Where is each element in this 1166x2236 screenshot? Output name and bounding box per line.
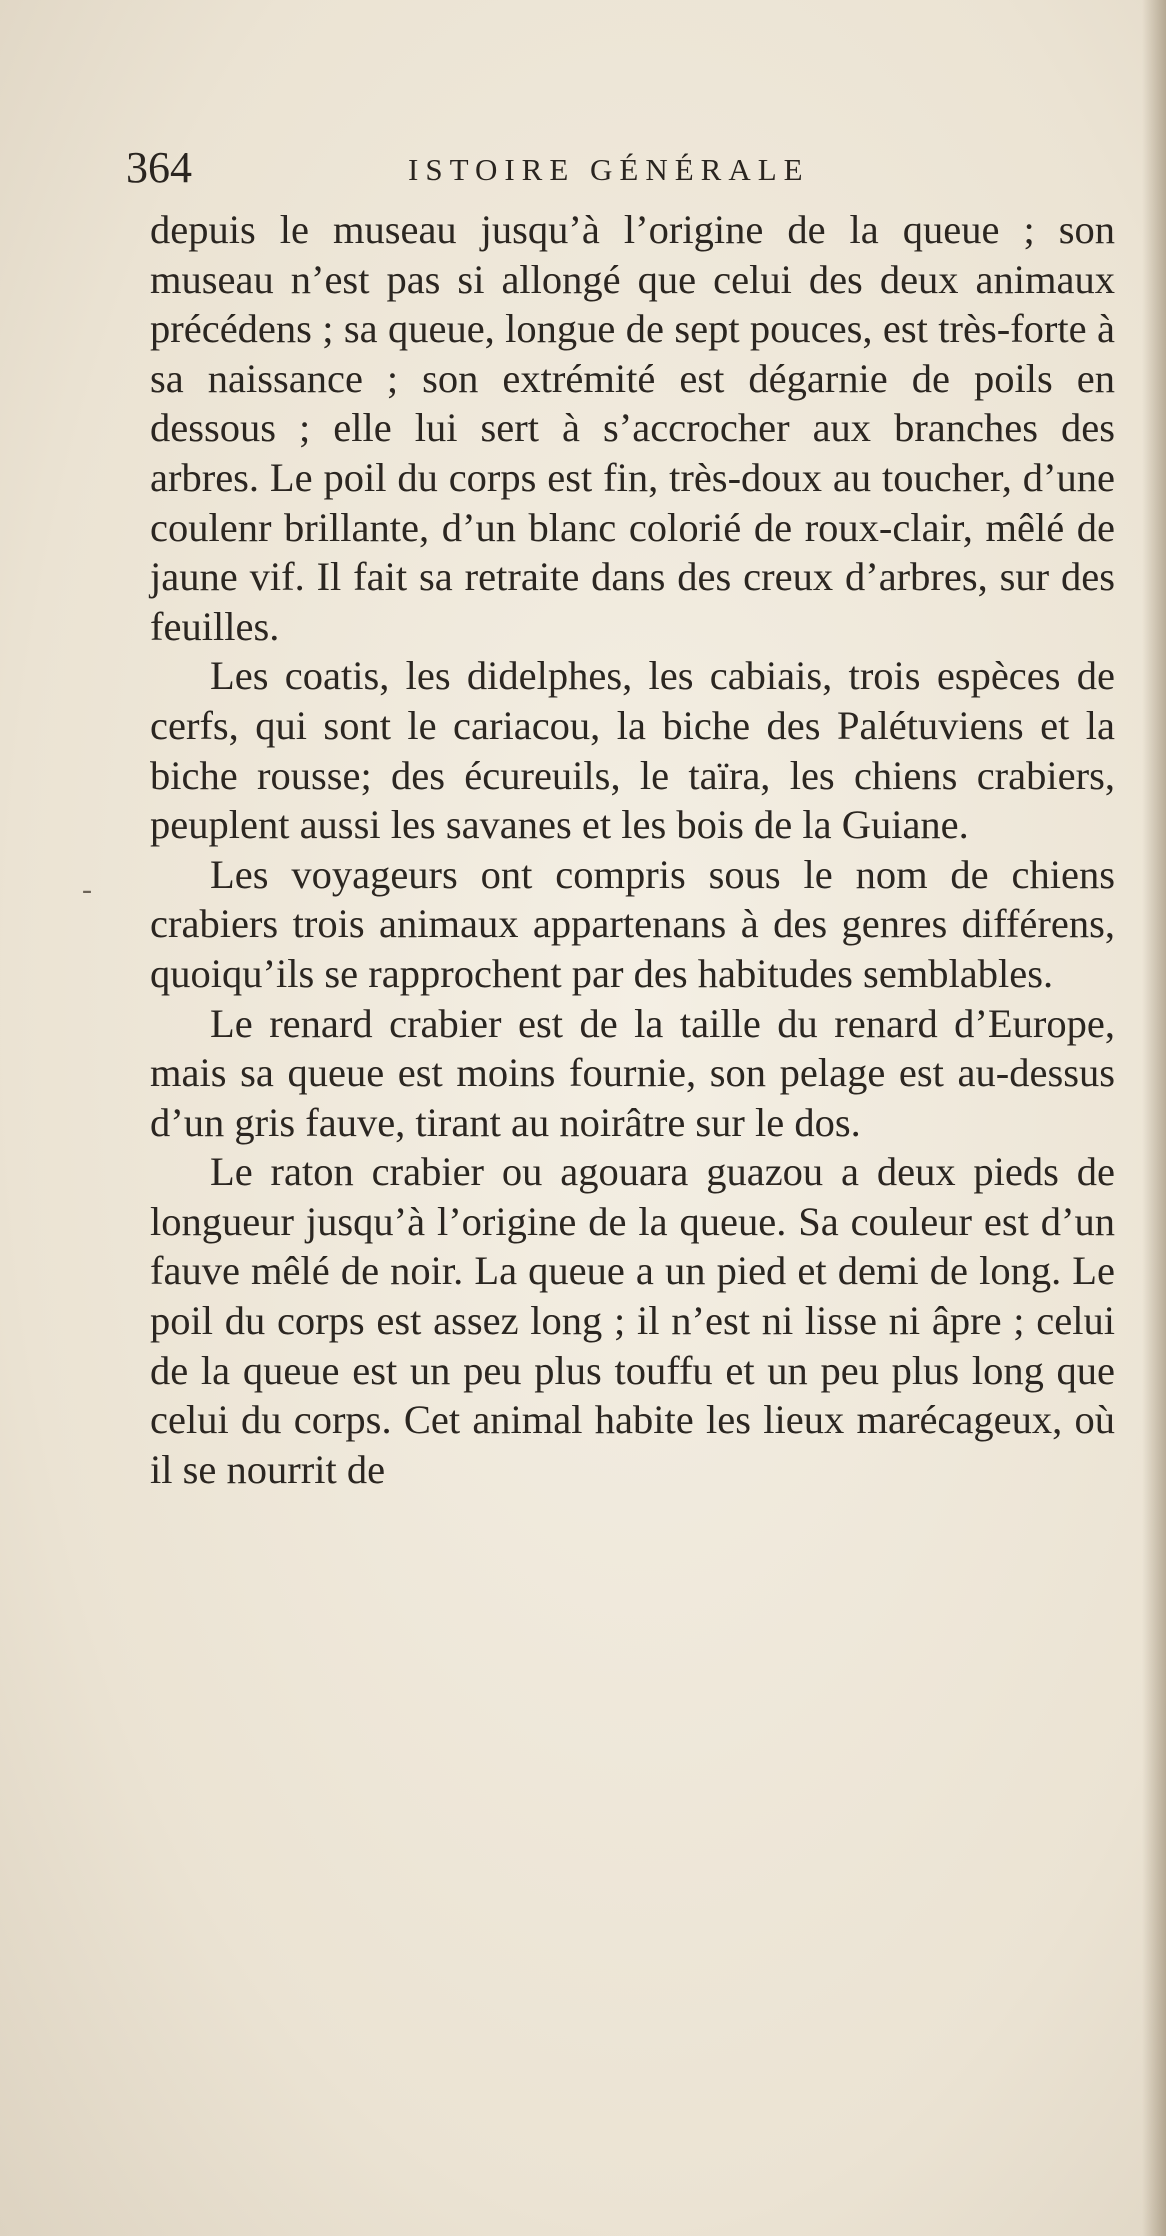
paragraph-2: Les coatis, les didelphes, les cabiais, trois espèces de cerfs, qui sont le cariacou, la biche des Palétuviens et la biche rousse; des écureuils, le taïra, les chiens crabiers, peuplent aussi les savanes et les bois de la Guiane.: [150, 653, 1115, 848]
page-number: 364: [126, 143, 192, 192]
page-body-text: [150, 205, 1115, 1494]
running-title: ISTOIRE GÉNÉRALE: [408, 152, 810, 187]
paragraph-1: depuis le museau jusqu’à l’origine de la queue ; son museau n’est pas si allongé que celui des deux animaux précédens ; sa queue, longue de sept pouces, est très-forte à sa naissance ; son extrémité est dégarnie de poils en dessous ; elle lui sert à s’accrocher aux branches des arbres. Le poil du corps est fin, très-doux au toucher, d’une coulenr brillante, d’un blanc colorié de roux-clair, mêlé de jaune vif. Il fait sa retraite dans des creux d’arbres, sur des feuilles.: [150, 207, 1115, 649]
running-head: [126, 140, 1126, 196]
margin-mark: -: [82, 873, 92, 906]
paragraph-4: Le renard crabier est de la taille du renard d’Europe, mais sa queue est moins fournie, son pelage est au-dessus d’un gris fauve, tirant au noirâtre sur le dos.: [150, 1000, 1115, 1145]
paragraph-3: Les voyageurs ont compris sous le nom de chiens crabiers trois animaux appartenans à des genres différens, quoiqu’ils se rapprochent par des habitudes semblables.: [150, 851, 1115, 996]
paragraph-5: Le raton crabier ou agouara guazou a deux pieds de longueur jusqu’à l’origine de la queue. Sa couleur est d’un fauve mêlé de noir. La queue a un pied et demi de long. Le poil du corps est assez long ; il n’est ni lisse ni âpre ; celui de la queue est un peu plus touffu et un peu plus long que celui du corps. Cet animal habite les lieux marécageux, où il se nourrit de: [150, 1149, 1115, 1492]
